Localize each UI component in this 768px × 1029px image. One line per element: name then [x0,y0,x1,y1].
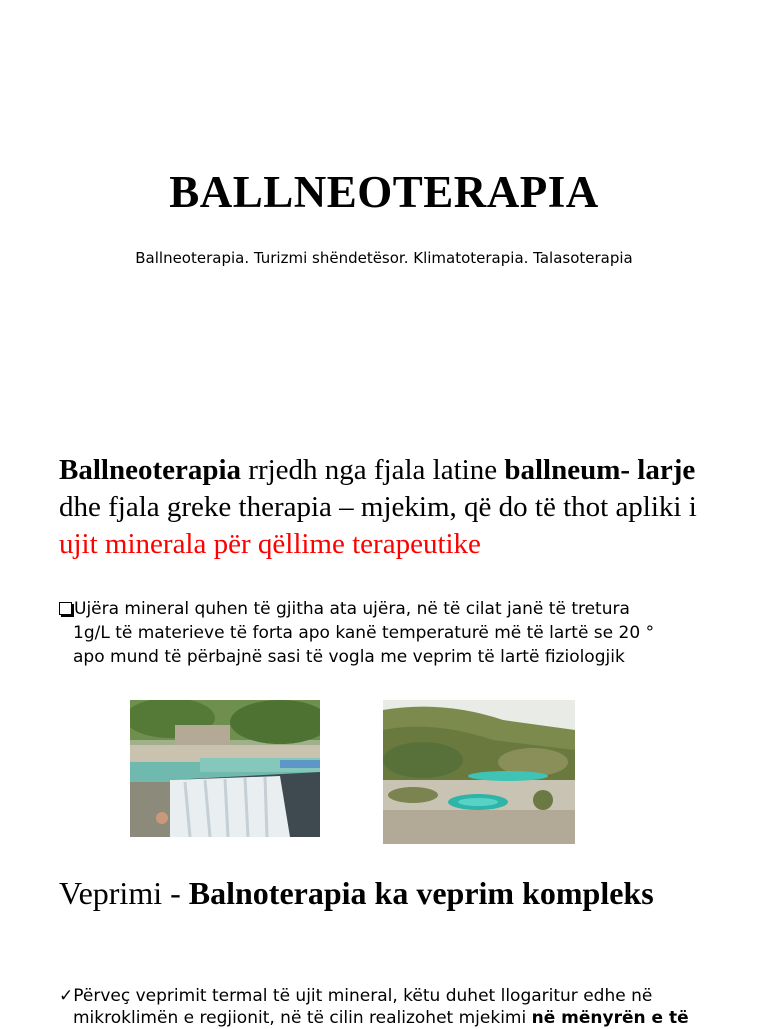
check-line-2-plain: mikroklimën e regjionit, në të cilin realizohet mjekimi [73,1008,532,1028]
square-bullet-icon [59,602,72,615]
intro-highlight: ujit minerala për qëllime terapeutike [59,528,481,560]
term-ballneum: ballneum- larje [504,454,696,486]
heading-plain: Veprimi - [59,875,189,911]
blue-springs-photo [383,700,575,844]
check-line-2-bold: në mënyrën e të [531,1008,689,1028]
intro-text-1: rrjedh nga fjala latine [241,454,505,486]
check-line-1: Përveç veprimit termal të ujit mineral, këtu duhet llogaritur edhe në [73,986,653,1006]
check-bullet [59,985,749,1029]
veprimi-heading [59,874,719,913]
bullet-line-2: 1g/L të materieve të forta apo kanë temperaturë më të lartë se 20 ° [73,623,655,643]
checkmark-icon: ✓ [59,986,74,1006]
slide-divider [0,436,768,437]
check-line-2 [59,1007,749,1029]
heading-bold: Balnoterapia ka veprim kompleks [188,875,654,911]
waterfall-pool-photo [130,700,320,837]
bullet-line-3: apo mund të përbajnë sasi të vogla me veprim të lartë fiziologjik [73,647,625,667]
mineral-water-bullet [59,597,739,669]
slide-subtitle: Ballneoterapia. Turizmi shëndetësor. Klimatoterapia. Talasoterapia [135,249,633,267]
slide-title: BALLNEOTERAPIA [169,167,599,217]
term-ballneoterapia: Ballneoterapia [59,454,242,486]
intro-text-2: dhe fjala greke therapia – mjekim, që do të thot apliki i [59,491,697,523]
bullet-line-1: Ujëra mineral quhen të gjitha ata ujëra, në të cilat janë të tretura [74,599,630,619]
intro-paragraph [59,452,719,563]
